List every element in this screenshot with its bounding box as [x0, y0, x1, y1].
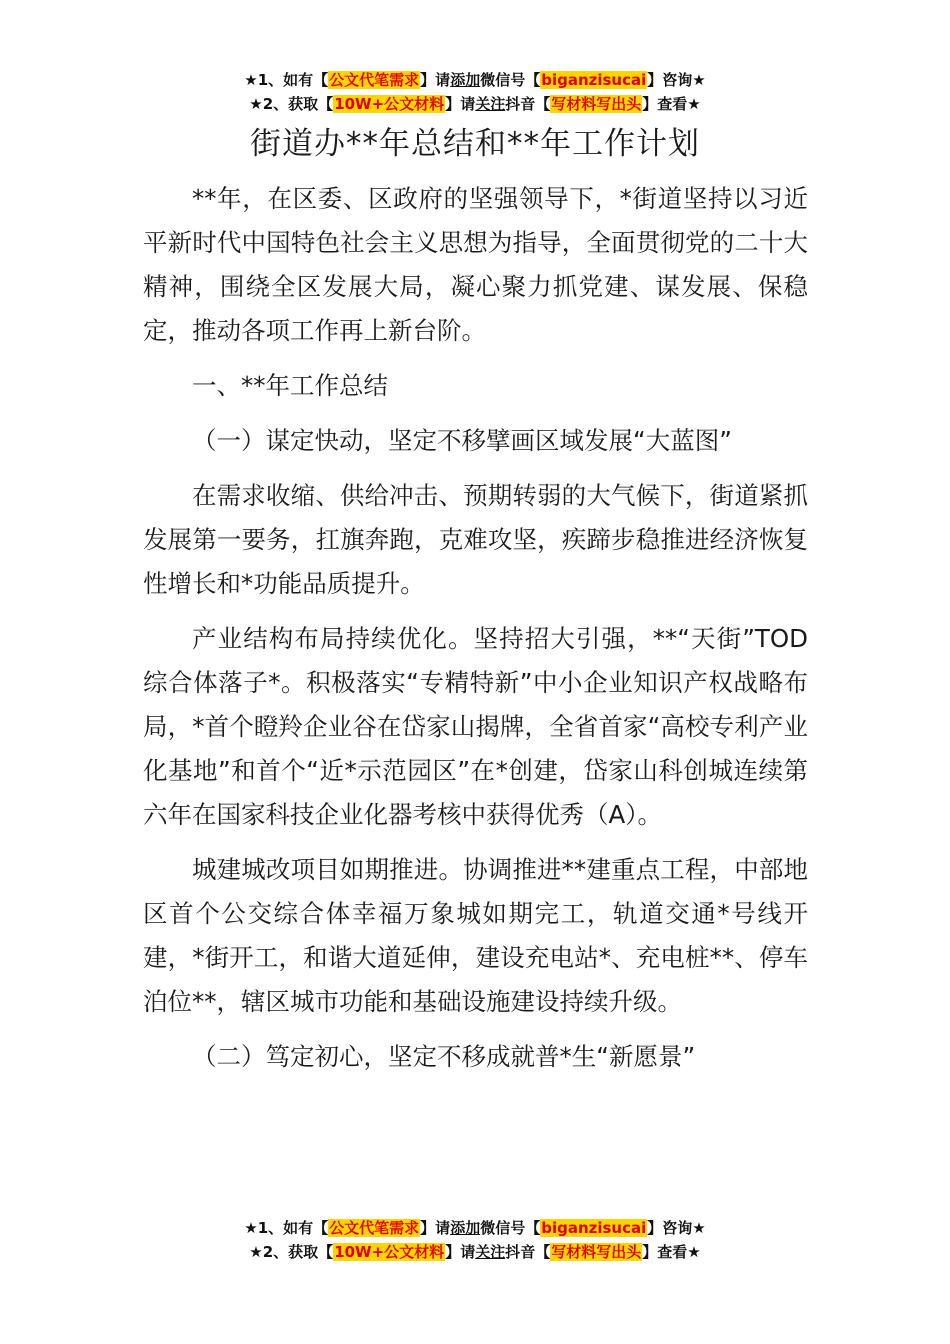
- promo-text: ★2、获取【: [249, 95, 334, 113]
- promo-text: 】查看★: [642, 1243, 701, 1261]
- promo-line-2: [0, 1240, 950, 1264]
- body-paragraph: 城建城改项目如期推进。协调推进**建重点工程，中部地区首个公交综合体幸福万象城如期完工，轨道交通*号线开建，*街开工，和谐大道延伸，建设充电站*、充电桩**、停车泊位**，辖区城市功能和基础设施建设持续升级。: [143, 855, 808, 1016]
- promo-text: 】请: [445, 1243, 476, 1261]
- promo-underlined: 关注: [475, 95, 506, 113]
- promo-underlined: 添加: [450, 1219, 481, 1237]
- document-body: [143, 177, 808, 1079]
- header-promo-banner: [0, 68, 950, 116]
- document-title: 街道办**年总结和**年工作计划: [250, 126, 700, 162]
- promo-wechat-id: biganzisucai: [541, 71, 647, 89]
- subsection-heading: （一）谋定快动，坚定不移擘画区域发展“大蓝图”: [192, 426, 732, 455]
- promo-douyin-name: 写材料写出头: [551, 95, 642, 113]
- promo-text: ★2、获取【: [249, 1243, 334, 1261]
- promo-highlight: 公文代笔需求: [329, 1219, 420, 1237]
- promo-text: 】咨询★: [647, 71, 706, 89]
- promo-highlight: 10W+公文材料: [334, 1243, 445, 1261]
- section-heading: 一、**年工作总结: [192, 371, 388, 400]
- promo-wechat-id: biganzisucai: [541, 1219, 647, 1237]
- body-paragraph: 在需求收缩、供给冲击、预期转弱的大气候下，街道紧抓发展第一要务，扛旗奔跑，克难攻坚，疾蹄步稳推进经济恢复性增长和*功能品质提升。: [143, 481, 808, 598]
- promo-text: ★1、如有【: [244, 1219, 329, 1237]
- promo-text: 微信号【: [480, 71, 541, 89]
- promo-underlined: 关注: [475, 1243, 506, 1261]
- promo-text: 】请: [445, 95, 476, 113]
- promo-text: 】请: [420, 71, 451, 89]
- promo-text: 】查看★: [642, 95, 701, 113]
- promo-underlined: 添加: [450, 71, 481, 89]
- body-paragraph: 产业结构布局持续优化。坚持招大引强，**“天街”TOD综合体落子*。积极落实“专精特新”中小企业知识产权战略布局，*首个瞪羚企业谷在岱家山揭牌，全省首家“高校专利产业化基地”和首个“近*示范园区”在*创建，岱家山科创城连续第六年在国家科技企业化器考核中获得优秀（A）。: [143, 624, 808, 829]
- promo-text: 微信号【: [480, 1219, 541, 1237]
- intro-paragraph: **年，在区委、区政府的坚强领导下，*街道坚持以习近平新时代中国特色社会主义思想为指导，全面贯彻党的二十大精神，围绕全区发展大局，凝心聚力抓党建、谋发展、保稳定，推动各项工作再上新台阶。: [143, 184, 808, 345]
- promo-line-2: [0, 92, 950, 116]
- promo-text: 】咨询★: [647, 1219, 706, 1237]
- promo-text: 抖音【: [505, 1243, 551, 1261]
- subsection-heading: （二）笃定初心，坚定不移成就普*生“新愿景”: [192, 1042, 696, 1071]
- promo-text: 】请: [420, 1219, 451, 1237]
- promo-text: ★1、如有【: [244, 71, 329, 89]
- promo-highlight: 10W+公文材料: [334, 95, 445, 113]
- promo-line-1: [0, 1216, 950, 1240]
- promo-douyin-name: 写材料写出头: [551, 1243, 642, 1261]
- promo-text: 抖音【: [505, 95, 551, 113]
- promo-highlight: 公文代笔需求: [329, 71, 420, 89]
- footer-promo-banner: [0, 1216, 950, 1264]
- promo-line-1: [0, 68, 950, 92]
